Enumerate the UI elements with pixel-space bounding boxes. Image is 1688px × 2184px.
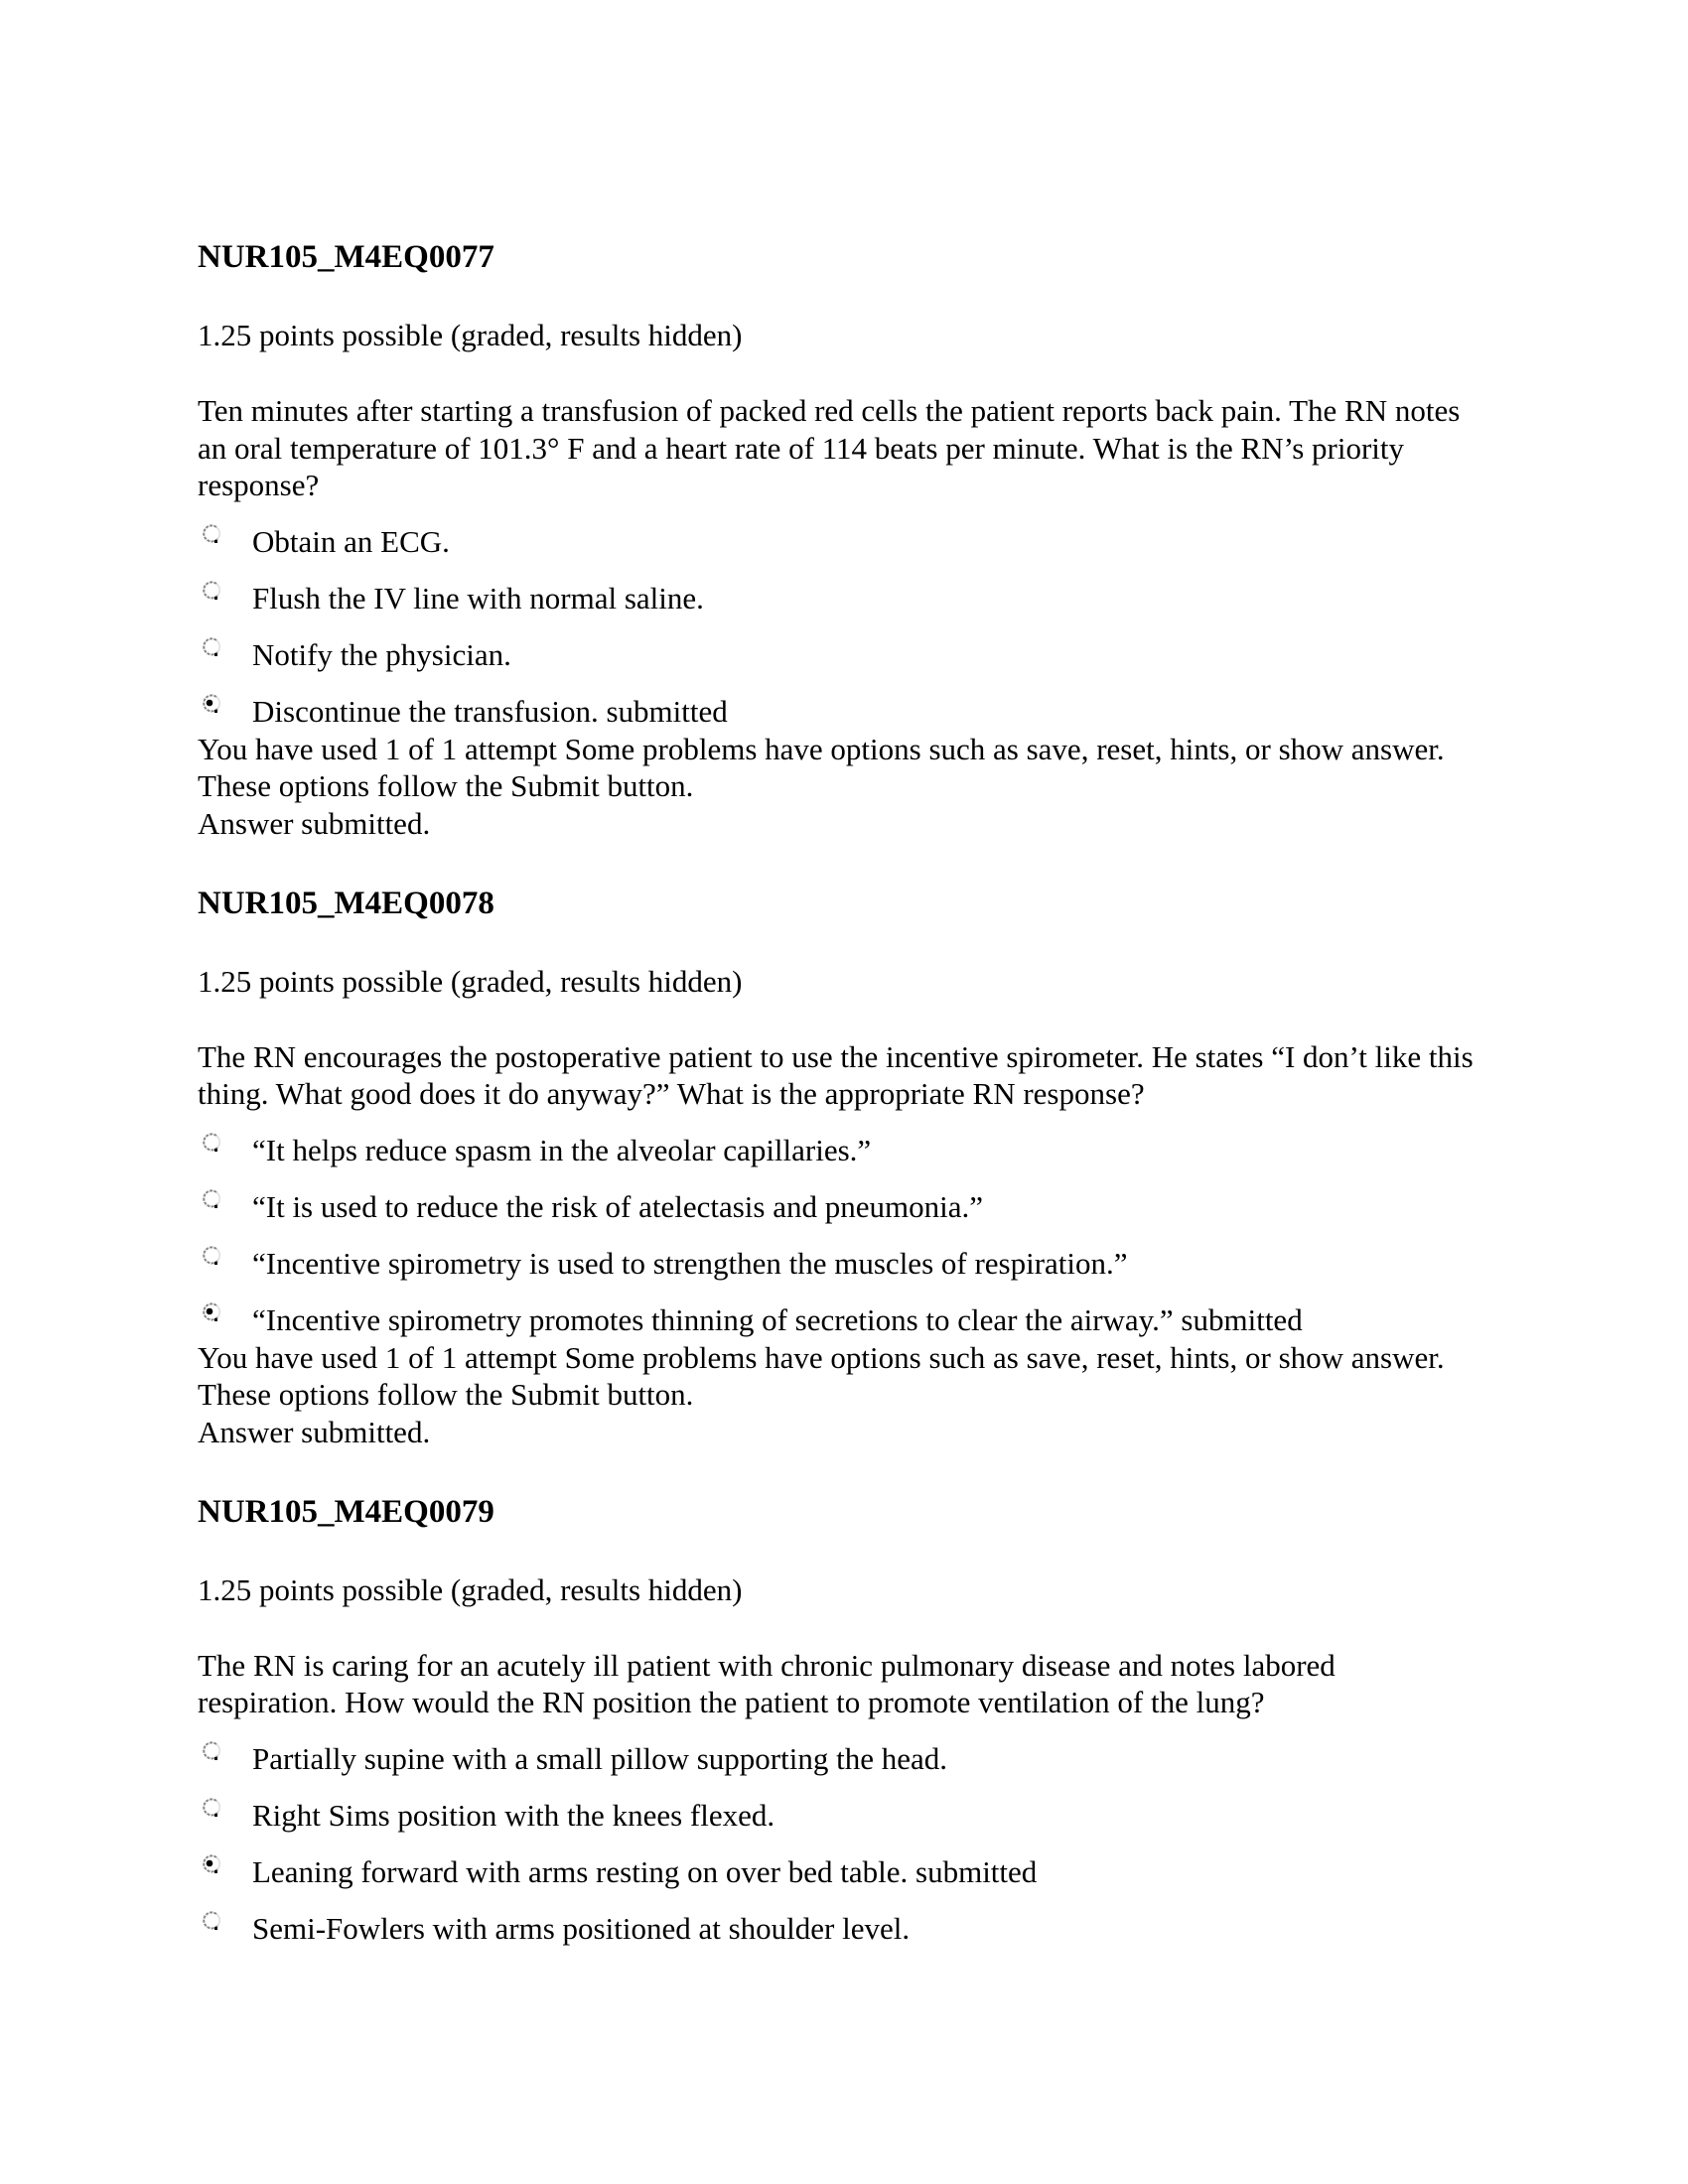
option-label: “It is used to reduce the risk of atelectasis and pneumonia.” (252, 1189, 983, 1224)
problem-title: NUR105_M4EQ0079 (198, 1493, 494, 1530)
option-label: Leaning forward with arms resting on over bed table. submitted (252, 1854, 1038, 1889)
radio-unchecked-icon[interactable] (200, 1238, 221, 1260)
answer-option[interactable] (198, 1113, 1478, 1169)
radio-checked-icon[interactable] (200, 1295, 221, 1316)
answer-option[interactable] (198, 561, 1478, 617)
attempts-text: You have used 1 of 1 attempt Some problems have options such as save, reset, hints, or show answer. These options follow the Submit button. (198, 1339, 1445, 1412)
option-label: “Incentive spirometry is used to strengthen the muscles of respiration.” (252, 1246, 1128, 1281)
option-label: “Incentive spirometry promotes thinning of secretions to clear the airway.” submitted (252, 1302, 1303, 1337)
question-text: The RN is caring for an acutely ill patient with chronic pulmonary disease and notes labored respiration. How would the RN position the patient to promote ventilation of the lung? (198, 1647, 1336, 1719)
option-label: Flush the IV line with normal saline. (252, 581, 704, 615)
radio-unchecked-icon[interactable] (200, 629, 221, 651)
problem (198, 1494, 1478, 1948)
problems-page (198, 239, 1478, 1948)
attempts-text: You have used 1 of 1 attempt Some problems have options such as save, reset, hints, or show answer. These options follow the Submit button. (198, 731, 1445, 803)
problem-title: NUR105_M4EQ0078 (198, 885, 494, 921)
radio-checked-icon[interactable] (200, 1846, 221, 1868)
option-label: Obtain an ECG. (252, 524, 450, 559)
option-label: Partially supine with a small pillow supporting the head. (252, 1741, 947, 1776)
answer-option[interactable] (198, 1835, 1478, 1891)
radio-unchecked-icon[interactable] (200, 516, 221, 538)
option-label: Discontinue the transfusion. submitted (252, 694, 728, 729)
answer-option[interactable] (198, 1778, 1478, 1835)
radio-unchecked-icon[interactable] (200, 1125, 221, 1147)
answer-option[interactable] (198, 1891, 1478, 1948)
submission-status: Answer submitted. (198, 1414, 431, 1449)
problem (198, 886, 1478, 1451)
answer-option[interactable] (198, 1283, 1478, 1339)
submission-status: Answer submitted. (198, 805, 431, 841)
option-label: “It helps reduce spasm in the alveolar capillaries.” (252, 1133, 872, 1167)
radio-unchecked-icon[interactable] (200, 1733, 221, 1755)
points-possible: 1.25 points possible (graded, results hidden) (198, 963, 743, 999)
radio-unchecked-icon[interactable] (200, 573, 221, 595)
options-list (198, 1721, 1478, 1948)
question-text: The RN encourages the postoperative patient to use the incentive spirometer. He states “I don’t like this thing. What good does it do anyway?” What is the appropriate RN response? (198, 1038, 1474, 1111)
answer-option[interactable] (198, 1226, 1478, 1283)
points-possible: 1.25 points possible (graded, results hidden) (198, 318, 743, 352)
answer-option[interactable] (198, 1721, 1478, 1778)
options-list (198, 504, 1478, 731)
option-label: Semi-Fowlers with arms positioned at shoulder level. (252, 1911, 911, 1946)
options-list (198, 1113, 1478, 1339)
option-label: Right Sims position with the knees flexed. (252, 1798, 775, 1833)
radio-unchecked-icon[interactable] (200, 1903, 221, 1925)
problem (198, 239, 1478, 842)
radio-checked-icon[interactable] (200, 686, 221, 708)
answer-option[interactable] (198, 1169, 1478, 1226)
option-label: Notify the physician. (252, 637, 511, 672)
problem-title: NUR105_M4EQ0077 (198, 239, 494, 275)
radio-unchecked-icon[interactable] (200, 1790, 221, 1812)
question-text: Ten minutes after starting a transfusion of packed red cells the patient reports back pain. The RN notes an oral temperature of 101.3° F and a heart rate of 114 beats per minute. What is the RN’s priority response? (198, 393, 1461, 502)
answer-option[interactable] (198, 504, 1478, 561)
radio-unchecked-icon[interactable] (200, 1181, 221, 1203)
answer-option[interactable] (198, 617, 1478, 674)
points-possible: 1.25 points possible (graded, results hidden) (198, 1571, 743, 1607)
answer-option[interactable] (198, 674, 1478, 731)
